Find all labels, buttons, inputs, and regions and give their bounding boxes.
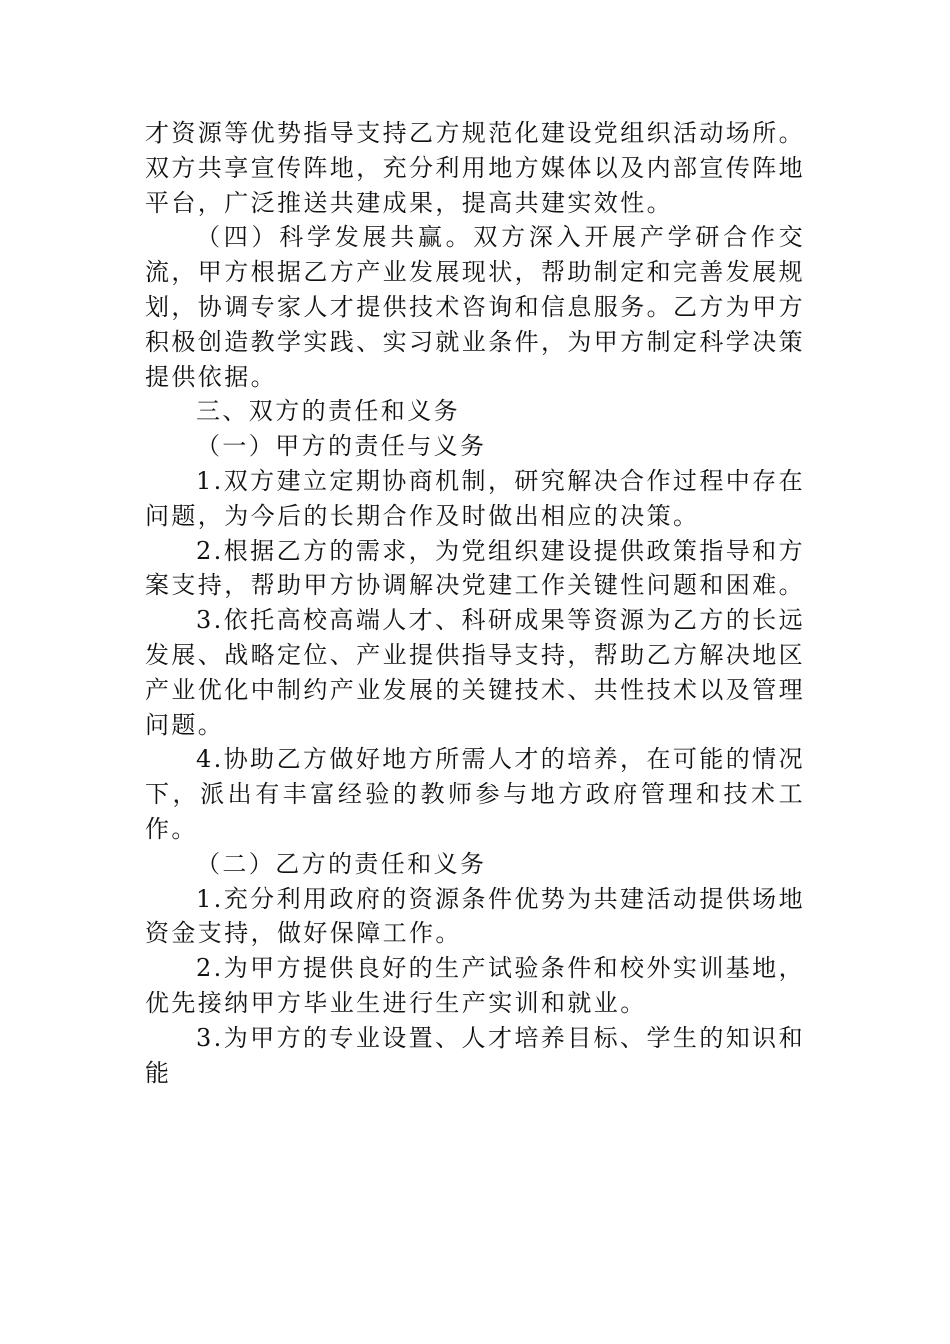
paragraph-party-b-item-1: 1.充分利用政府的资源条件优势为共建活动提供场地资金支持，做好保障工作。	[145, 884, 805, 948]
document-body	[145, 116, 805, 1090]
paragraph-party-a-item-4: 4.协助乙方做好地方所需人才的培养，在可能的情况下，派出有丰富经验的教师参与地方政府管理和技术工作。	[145, 745, 805, 843]
paragraph-party-b-item-3: 3.为甲方的专业设置、人才培养目标、学生的知识和能	[145, 1023, 805, 1087]
paragraph-continuation: 才资源等优势指导支持乙方规范化建设党组织活动场所。双方共享宣传阵地，充分利用地方媒体以及内部宣传阵地平台，广泛推送共建成果，提高共建实效性。	[145, 119, 805, 217]
paragraph-party-a-item-1: 1.双方建立定期协商机制，研究解决合作过程中存在问题，为今后的长期合作及时做出相应的决策。	[145, 466, 805, 530]
subheading-party-b: （二）乙方的责任和义务	[196, 849, 487, 878]
paragraph-party-b-item-2: 2.为甲方提供良好的生产试验条件和校外实训基地，优先接纳甲方毕业生进行生产实训和就业。	[145, 954, 805, 1017]
section-heading-responsibilities: 三、双方的责任和义务	[196, 397, 460, 426]
paragraph-section-four: （四）科学发展共赢。双方深入开展产学研合作交流，甲方根据乙方产业发展现状，帮助制定和完善发展规划，协调专家人才提供技术咨询和信息服务。乙方为甲方积极创造教学实践、实习就业条件，为甲方制定科学决策提供依据。	[145, 223, 805, 391]
paragraph-party-a-item-2: 2.根据乙方的需求，为党组织建设提供政策指导和方案支持，帮助甲方协调解决党建工作关键性问题和困难。	[145, 536, 805, 600]
paragraph-party-a-item-3: 3.依托高校高端人才、科研成果等资源为乙方的长远发展、战略定位、产业提供指导支持，帮助乙方解决地区产业优化中制约产业发展的关键技术、共性技术以及管理问题。	[145, 606, 805, 739]
subheading-party-a: （一）甲方的责任与义务	[196, 432, 487, 461]
